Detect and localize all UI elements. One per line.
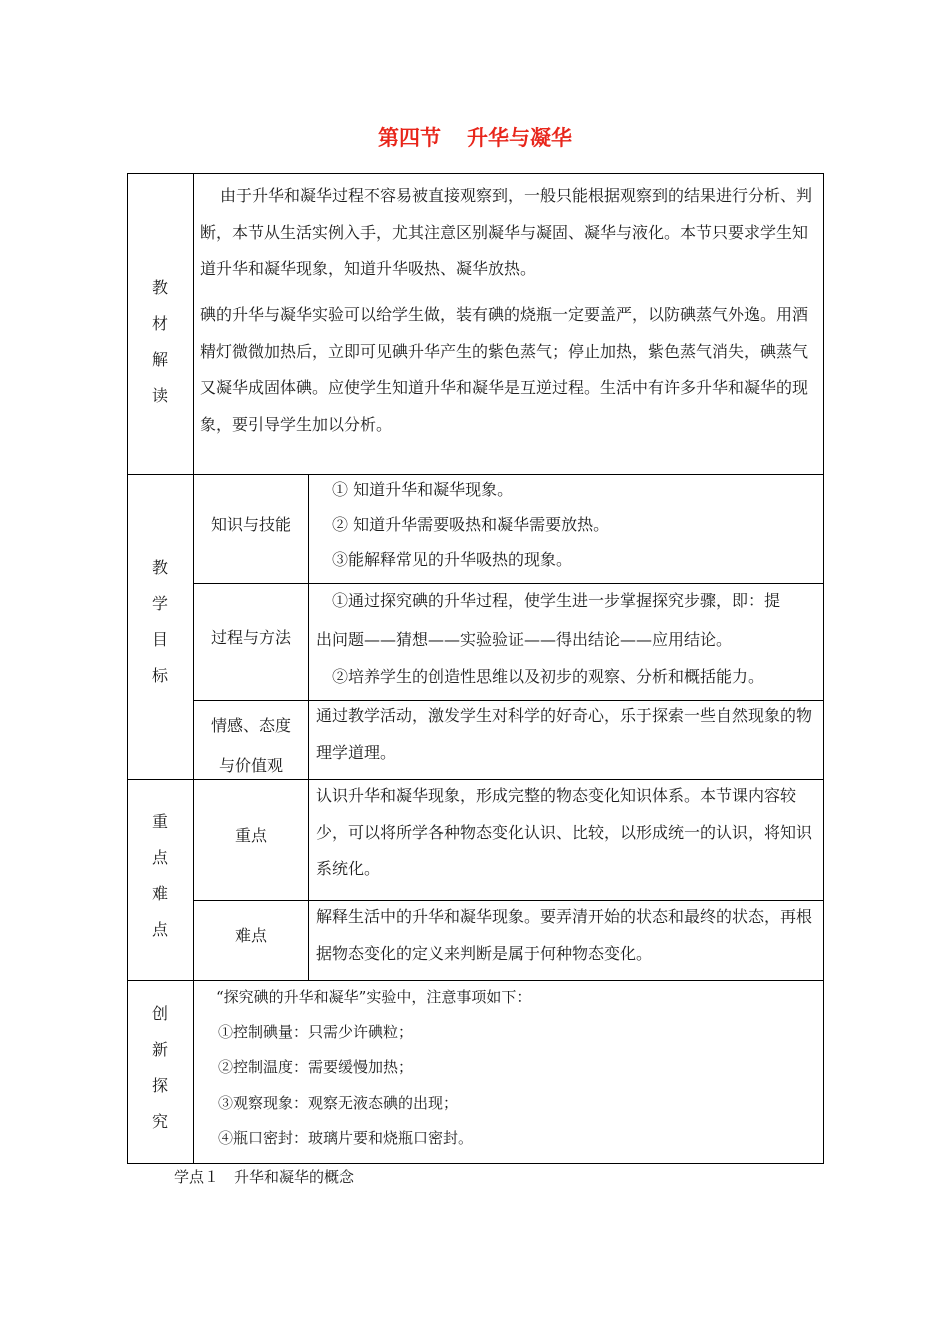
section-label-keypoints: 重 点 难 点 xyxy=(151,812,168,939)
innovation-item: ③观察现象：观察无液态碘的出现； xyxy=(218,1094,459,1112)
knowledge-item: ① 知道升华和凝华现象。 xyxy=(332,480,514,499)
key-text: 认识升华和凝华现象，形成完整的物态变化知识体系。本节课内容较少，可以将所学各种物态变化认识、比较，以形成统一的认识，将知识系统化。 xyxy=(316,786,813,878)
section-divider xyxy=(127,474,824,475)
textbook-paragraph-1: 由于升华和凝华过程不容易被直接观察到，一般只能根据观察到的结果进行分析、判断，本节从生活实例入手，尤其注意区别凝华与凝固、凝华与液化。本节只要求学生知道升华和凝华现象，知道升华吸热、凝华放热。 xyxy=(200,186,813,278)
process-item: 出问题——猜想——实验验证——得出结论——应用结论。 xyxy=(316,630,733,649)
sublabel-difficult: 难点 xyxy=(234,926,267,945)
sublabel-key: 重点 xyxy=(234,826,267,845)
sublabel-process: 过程与方法 xyxy=(210,628,291,647)
innovation-item: ②控制温度：需要缓慢加热； xyxy=(218,1058,414,1076)
sublabel-column-divider xyxy=(308,474,309,980)
sublabel-attitude: 情感、态度 与价值观 xyxy=(210,716,291,775)
row-divider xyxy=(193,583,824,584)
section-label-goals: 教 学 目 标 xyxy=(151,558,168,685)
section-label-textbook: 教 材 解 读 xyxy=(151,278,168,405)
knowledge-item: ② 知道升华需要吸热和凝华需要放热。 xyxy=(332,515,610,534)
study-point-heading: 学点１ 升华和凝华的概念 xyxy=(174,1168,355,1186)
innovation-item: ①控制碘量：只需少许碘粒； xyxy=(218,1023,414,1041)
section-divider xyxy=(127,980,824,981)
label-column-divider xyxy=(193,173,194,1164)
sublabel-knowledge: 知识与技能 xyxy=(210,515,291,534)
difficult-text: 解释生活中的升华和凝华现象。要弄清开始的状态和最终的状态，再根据物态变化的定义来判断是属于何种物态变化。 xyxy=(316,907,813,963)
knowledge-item: ③能解释常见的升华吸热的现象。 xyxy=(332,550,573,569)
innovation-intro: “探究碘的升华和凝华”实验中，注意事项如下： xyxy=(216,988,532,1006)
attitude-text: 通过教学活动，激发学生对科学的好奇心，乐于探索一些自然现象的物理学道理。 xyxy=(316,706,813,762)
title-section-number: 第四节 xyxy=(378,126,441,150)
page-title xyxy=(0,122,950,152)
textbook-paragraph-2: 碘的升华与凝华实验可以给学生做，装有碘的烧瓶一定要盖严，以防碘蒸气外逸。用酒精灯微微加热后，立即可见碘升华产生的紫色蒸气；停止加热，紫色蒸气消失，碘蒸气又凝华成固体碘。应使学生知道升华和凝华是互逆过程。生活中有许多升华和凝华的现象，要引导学生加以分析。 xyxy=(200,305,809,434)
innovation-item: ④瓶口密封：玻璃片要和烧瓶口密封。 xyxy=(218,1129,474,1147)
process-item: ②培养学生的创造性思维以及初步的观察、分析和概括能力。 xyxy=(332,667,765,686)
title-topic: 升华与凝华 xyxy=(467,126,572,150)
process-item: ①通过探究碘的升华过程，使学生进一步掌握探究步骤，即：提 xyxy=(332,591,781,610)
section-label-innovation: 创 新 探 究 xyxy=(151,1004,168,1131)
